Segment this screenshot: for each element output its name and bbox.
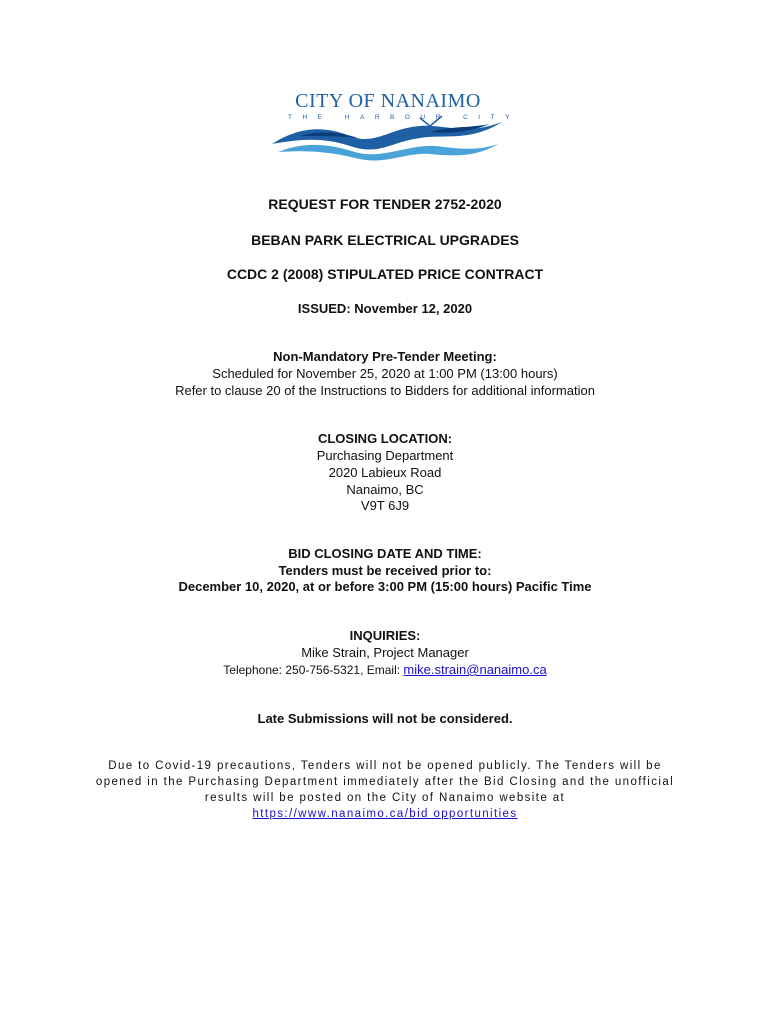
covid-notice-line: Due to Covid-19 precautions, Tenders will not be opened publicly. The Tenders will be [108, 760, 662, 772]
tender-title: REQUEST FOR TENDER 2752-2020 [268, 196, 502, 212]
inquiries-contact: Mike Strain, Project Manager [301, 645, 469, 660]
inquiries-phone: Telephone: 250-756-5321, Email: [223, 663, 404, 677]
closing-location-line: V9T 6J9 [360, 498, 410, 513]
city-logo [270, 86, 520, 164]
covid-notice-line: results will be posted on the City of Nanaimo website at [204, 792, 566, 804]
inquiries-heading: INQUIRIES: [349, 628, 421, 643]
meeting-scheduled: Scheduled for November 25, 2020 at 1:00 PM (13:00 hours) [212, 366, 558, 381]
closing-location-heading: CLOSING LOCATION: [317, 431, 453, 446]
late-submission-notice: Late Submissions will not be considered. [257, 711, 513, 726]
bid-opportunities-link[interactable]: https://www.nanaimo.ca/bid opportunities [252, 808, 518, 820]
covid-notice-line: opened in the Purchasing Department immediately after the Bid Closing and the unofficial [95, 776, 675, 788]
email-link[interactable]: mike.strain@nanaimo.ca [403, 662, 547, 677]
issued-date: ISSUED: November 12, 2020 [297, 301, 473, 316]
closing-location-line: Nanaimo, BC [346, 482, 424, 497]
bid-closing-line: Tenders must be received prior to: [278, 563, 492, 578]
bid-closing-heading: BID CLOSING DATE AND TIME: [288, 546, 482, 561]
logo-title: CITY OF NANAIMO [295, 90, 481, 112]
inquiries-phone-line [0, 661, 770, 679]
logo-tagline: THE HARBOUR CITY [288, 114, 520, 121]
bid-closing-deadline: December 10, 2020, at or before 3:00 PM (15:00 hours) Pacific Time [178, 579, 592, 594]
meeting-heading: Non-Mandatory Pre-Tender Meeting: [273, 349, 497, 364]
project-title: BEBAN PARK ELECTRICAL UPGRADES [251, 232, 519, 248]
bid-opportunities-link-line [0, 808, 770, 820]
meeting-refer: Refer to clause 20 of the Instructions to Bidders for additional information [175, 383, 595, 398]
closing-location-line: 2020 Labieux Road [328, 465, 442, 480]
closing-location-line: Purchasing Department [316, 448, 454, 463]
contract-type: CCDC 2 (2008) STIPULATED PRICE CONTRACT [226, 266, 544, 282]
